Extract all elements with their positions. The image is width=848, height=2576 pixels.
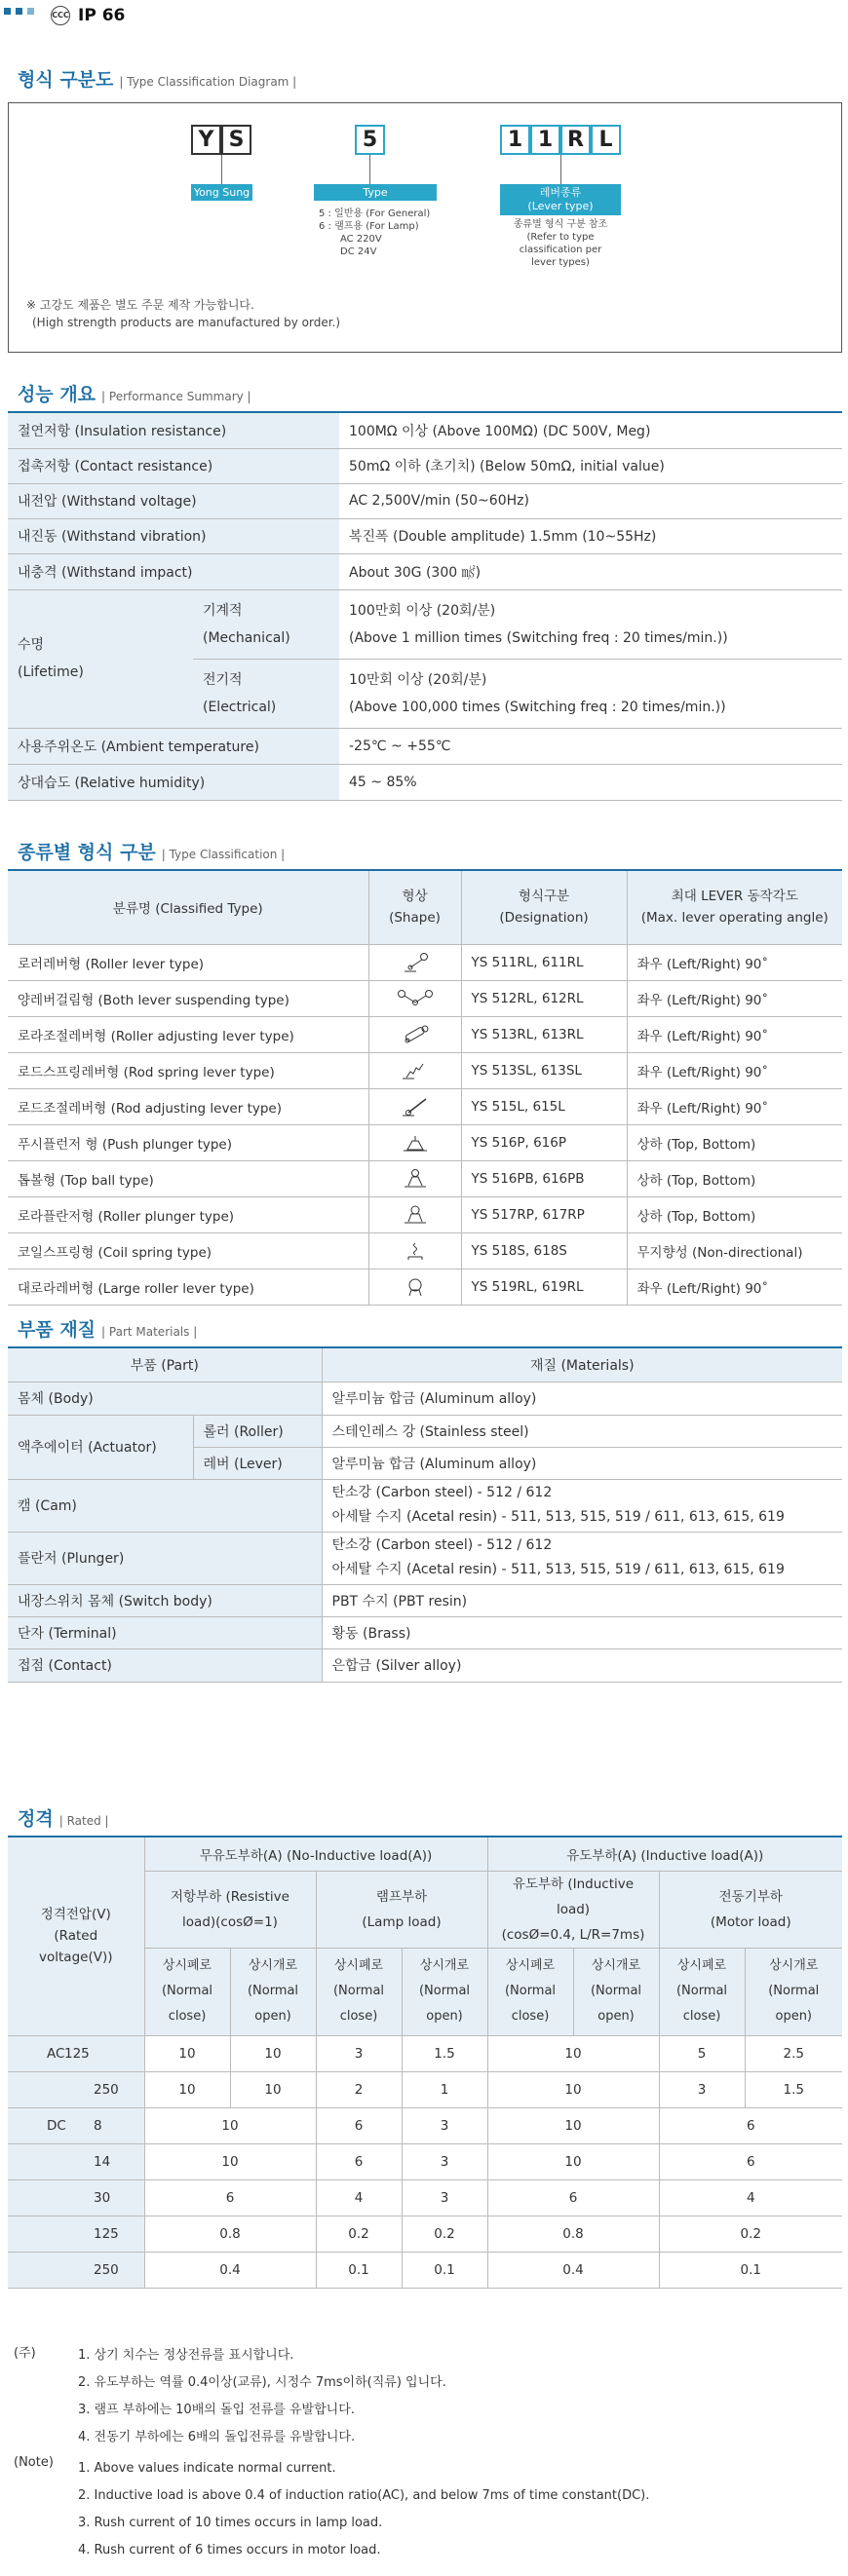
header-square-2 [16,8,22,15]
code-cell-1b: 1 [530,125,560,155]
ccc-cert-icon: CCC [51,6,70,25]
table-row: 몸체 (Body) 알루미늄 합금 (Aluminum alloy) [8,1382,842,1415]
roller-adjusting-shape-icon [399,1024,432,1045]
table-row: 250 0.4 0.1 0.1 0.4 0.1 [8,2252,842,2288]
section-title-rated: 정격 | Rated | [18,1808,109,1830]
table-row: 로드스프링레버형 (Rod spring lever type) YS 513SL, 613SL 좌우 (Left/Right) 90˚ [8,1052,842,1088]
table-row: 14 10 6 3 10 6 [8,2143,842,2179]
materials-header: 부품 (Part) 재질 (Materials) [8,1348,842,1382]
connector-lever [560,155,561,184]
notes-en: 1. Above values indicate normal current. 2. Inductive load is above 0.4 of induction ratio(AC), and below 7ms of time constant(DC). 3. Rush current of 10 times occurs in lamp load. 4. Rush current of 6 times occurs in motor load. [78,2461,650,2557]
table-row: 톱볼형 (Top ball type) YS 516PB, 616PB 상하 (Top, Bottom) [8,1160,842,1196]
ip-rating: IP 66 [78,6,126,25]
roller-plunger-shape-icon [399,1204,432,1226]
type-diagram-box [8,102,842,353]
label-type: Type [314,184,437,201]
code-cell-s: S [221,125,251,155]
top-ball-shape-icon [399,1168,432,1190]
lever-description: 종류별 형식 구분 참조 (Refer to type classification per lever types) [513,219,608,268]
both-lever-shape-icon [396,988,435,1009]
high-strength-note: ※ 고강도 제품은 별도 주문 제작 가능합니다. (High strength products are manufactured by order.) [26,298,341,329]
large-roller-shape-icon [399,1276,432,1298]
classification-header: 분류명 (Classified Type) 형상 (Shape) 형식구분 (Designation) 최대 LEVER 동작각도 (Max. lever operating angle) [8,871,842,944]
table-row: 대로라레버형 (Large roller lever type) YS 519RL, 619RL 좌우 (Left/Right) 90˚ [8,1269,842,1305]
perf-row: 접촉저항 (Contact resistance) 50mΩ 이하 (초기치) (Below 50mΩ, initial value) [8,448,842,483]
table-row: 단자 (Terminal) 황동 (Brass) [8,1616,842,1648]
table-row: 로러레버형 (Roller lever type) YS 511RL, 611RL 좌우 (Left/Right) 90˚ [8,944,842,980]
table-row: 250 10 10 2 1 10 3 1.5 [8,2071,842,2107]
table-row: DC 8 10 6 3 10 6 [8,2107,842,2143]
perf-row: 내충격 (Withstand impact) About 30G (300 ㎨) [8,553,842,589]
notes-ko: 1. 상기 치수는 정상전류를 표시합니다. 2. 유도부하는 역률 0.4이상(교류), 시정수 7ms이하(직류) 입니다. 3. 램프 부하에는 10배의 돌입 전류를 유발합니다. 4. 전동기 부하에는 6배의 돌입전류를 유발합니다. [78,2348,446,2444]
code-cell-r: R [560,125,591,155]
rated-table [8,1837,842,2289]
rod-spring-shape-icon [399,1060,432,1081]
table-row: 30 6 4 3 6 4 [8,2179,842,2216]
label-lever-type: 레버종류 (Lever type) [500,184,621,215]
table-row: 액추에이터 (Actuator) 롤러 (Roller) 스테인레스 강 (Stainless steel) [8,1415,842,1447]
table-row: 레버 (Lever) 알루미늄 합금 (Aluminum alloy) [8,1447,842,1479]
rated-header-1: 정격전압(V) (Rated voltage(V)) 무유도부하(A) (No-Inductive load(A)) 유도부하(A) (Inductive load(A)) [8,1837,842,1871]
code-cell-y: Y [191,125,221,155]
type-description: 5 : 일반용 (For General) 6 : 램프용 (For Lamp) AC 220V DC 24V [319,208,431,257]
header-square-1 [4,8,11,15]
note-ko-label: (주) [14,2346,36,2361]
perf-row: 상대습도 (Relative humidity) 45 ~ 85% [8,764,842,800]
connector-ys [221,155,222,184]
table-row: 코일스프링형 (Coil spring type) YS 518S, 618S 무지향성 (Non-directional) [8,1232,842,1269]
table-row: 푸시플런저 형 (Push plunger type) YS 516P, 616P 상하 (Top, Bottom) [8,1124,842,1160]
label-yongsung: Yong Sung [191,184,252,201]
code-cell-5: 5 [355,125,385,155]
rated-header-2: 저항부하 (Resistive load)(cosØ=1) 램프부하 (Lamp load) 유도부하 (Inductive load) (cosØ=0.4, L/R=7ms) 전동기부하 (Motor load) [8,1871,842,1948]
perf-row: 내전압 (Withstand voltage) AC 2,500V/min (50~60Hz) [8,483,842,518]
materials-table [8,1348,842,1683]
section-title-materials: 부품 재질 | Part Materials | [18,1319,198,1341]
table-row: 양레버걸림형 (Both lever suspending type) YS 512RL, 612RL 좌우 (Left/Right) 90˚ [8,980,842,1016]
perf-row: 절연저항 (Insulation resistance) 100MΩ 이상 (Above 100MΩ) (DC 500V, Meg) [8,413,842,448]
perf-row: 사용주위온도 (Ambient temperature) -25℃ ~ +55℃ [8,728,842,764]
table-row: 캠 (Cam) 탄소강 (Carbon steel) - 512 / 612 아세탈 수지 (Acetal resin) - 511, 513, 515, 519 / 611, 613, 615, 619 [8,1479,842,1532]
rated-header-3: 상시폐로 (Normal close) 상시개로 (Normal open) 상시폐로 (Normal close) 상시개로 (Normal open) 상시폐로 (Normal close) 상시개로 (Normal open) 상시폐로 (Normal close) 상시개로 (Normal open) [8,1948,842,2035]
section-title-classification: 종류별 형식 구분 | Type Classification | [18,842,286,863]
classification-table [8,871,842,1306]
performance-table [8,413,842,801]
connector-5 [369,155,370,184]
table-row: 로라플란저형 (Roller plunger type) YS 517RP, 617RP 상하 (Top, Bottom) [8,1196,842,1232]
section-title-performance: 성능 개요 | Performance Summary | [18,384,251,405]
perf-row-electrical: 전기적 (Electrical) 10만회 이상 (20회/분) (Above 100,000 times (Switching freq : 20 times/min.)) [8,659,842,728]
table-row: 125 0.8 0.2 0.2 0.8 0.2 [8,2216,842,2252]
push-plunger-shape-icon [399,1132,432,1154]
table-row: 로드조절레버형 (Rod adjusting lever type) YS 515L, 615L 좌우 (Left/Right) 90˚ [8,1088,842,1124]
code-cell-l: L [591,125,621,155]
perf-row-mechanical: 수명 (Lifetime) 기계적 (Mechanical) 100만회 이상 (20회/분) (Above 1 million times (Switching freq : 20 times/min.)) [8,589,842,659]
table-row: 내장스위치 몸체 (Switch body) PBT 수지 (PBT resin) [8,1584,842,1616]
table-row: 플란저 (Plunger) 탄소강 (Carbon steel) - 512 / 612 아세탈 수지 (Acetal resin) - 511, 513, 515, 519 / 611, 613, 615, 619 [8,1532,842,1584]
perf-row: 내진동 (Withstand vibration) 복진폭 (Double amplitude) 1.5mm (10~55Hz) [8,518,842,553]
roller-lever-shape-icon [399,952,432,973]
header-square-3 [27,8,34,15]
table-row: 로라조절레버형 (Roller adjusting lever type) YS 513RL, 613RL 좌우 (Left/Right) 90˚ [8,1016,842,1052]
note-en-label: (Note) [14,2455,54,2470]
section-title-type-diagram: 형식 구분도 | Type Classification Diagram | [18,69,297,91]
coil-spring-shape-icon [399,1240,432,1262]
code-cell-1a: 1 [500,125,530,155]
table-row: 접점 (Contact) 은합금 (Silver alloy) [8,1648,842,1682]
rod-adjusting-shape-icon [399,1096,432,1118]
table-row: AC125 10 10 3 1.5 10 5 2.5 [8,2035,842,2071]
